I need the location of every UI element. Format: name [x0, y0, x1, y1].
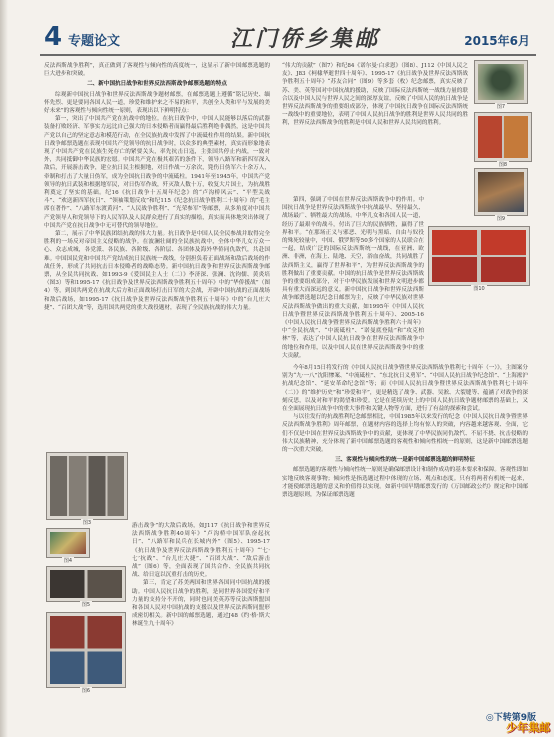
- stamp-image-fig3: [46, 452, 128, 526]
- paragraph: 第一，突出了中国共产党在抗战中的地位。在抗日战争中，中国人民能够以落后的武器装备打败经济、军事实力远比自己强大的日本侵略者而赢得最后胜利绝非偶然，这是中国共产党以自己的坚定意志和模范行动，在全民族抗战中发挥了中流砥柱作用的结果。新中国抗日战争邮票选题在表现中国共产党领导的抗日战争时，以众多的典型素材，真实而形象地表现了中国共产党在民族生死存亡的紧要关头，率先抗击日寇，主张国共停止内战，一致对外，共同抵御中华民族的宏愿。中国共产党在极其艰苦的条件下，领导八路军和新四军深入敌后，开展游击战争，建立抗日民主根据地，对日作战一万余次，毙伤日伪军六十余万人，牵制和打击了大量日伪军，成为全国抗日战争的中流砥柱。1941年至1945年，中国共产党领导的抗日武装和根据地军民，对日伪军作战，歼灭敌人数十万，收复大片国土，为抗战胜利奠定了坚实的基础。纪16《抗日战争十五周年纪念》的“卢沟桥风云”、“平型关战斗”、“欢送新四军抗日”、“领袖策划反攻”和纪115《纪念抗日战争胜利二十周年》的“毛主席在著作”、“八路军东渡黄河”、“人民战争胜利”、“光荣参军”等邮票，从多角度对中国共产党领导人和党领导下的人民军队及人民群众进行了真实的描绘，真实而具体地突出体现了中国共产党在抗日战争中无可替代的领导地位。: [44, 116, 270, 229]
- section-heading: 三、客观性与倾向性的统一是新中国邮票选题的鲜明特征: [335, 457, 475, 464]
- figure-caption: 图9: [496, 216, 506, 222]
- figure-caption: 图6: [81, 688, 91, 694]
- page-header: [40, 22, 536, 56]
- stamp-image-fig6: [46, 612, 126, 694]
- masthead: 江门侨乡集邮: [230, 26, 381, 52]
- paragraph: 今年8月15日将发行的《中国人民抗日战争暨世界反法西斯战争胜利七十周年（一）》，主图案分别为“九·一八”沈阳惨案、“中流砥柱”、“东北抗日义勇军”、“中国人民抗日战争纪念馆”、“上海淞沪抗战纪念馆”、“延安革命纪念馆”等；而《中国人民抗日战争暨世界反法西斯战争胜利七十周年（二）》的“维护历史”和“珍爱和平”，更是精选了战争、武器、吴淞、大裂缝等、蕴涵了对战争的深刻反思，以及对和平的渴望和珍爱。它是在延续历史上的中国人民抗日战争题材邮票的基础上，又在全面展现抗日战争中的重大事件和关键人物等方面，进行了有益的探索和尝试。: [282, 365, 528, 413]
- continue-note: ◎下转第9版: [485, 713, 536, 723]
- page-binding-shadow: [0, 0, 8, 737]
- paragraph: “伟大的贡献”（图7）和纪84《诺尔曼·白求恩》（图8）、J112《中国人民之友》、J83《柯棣华逝世四十周年》、1995-17《抗日战争及世界反法西斯战争胜利五十周年》“苏友合同”（图9）等多套（枚）纪念邮票，真实反映了苏、美、英等国对中国抗战的援助，反映了国际反法西斯统一战线力量的联合以及中国人民与世界人民之间的深厚友谊，反映了中国人民的抗日战争是世界反法西斯战争的重要组成部分，体现了中国抗日战争在国际反法西斯统一战线中的重要地位，表明了中国人民抗日战争的胜利是世界人民共同的胜利，世界反法西斯战争的胜利是中国人民和世界人民共同的胜利。: [282, 63, 468, 127]
- left-side-column: [132, 522, 270, 629]
- figure-caption: 图10: [473, 286, 485, 292]
- figure-caption: 图8: [498, 162, 508, 168]
- figure-caption: 图3: [82, 520, 92, 526]
- stamp-image-fig7: [474, 60, 528, 110]
- paragraph: 综观新中国抗日战争和世界反法西斯战争题材邮票，在邮票选题上遵循“铭记历史、缅怀先烈、更是要同各国人民一道，珍爱和维护来之不易的和平，共创全人类和平与发展的美好未来”的客观性与倾向性统一原则，表现出以下鲜明特点：: [44, 91, 270, 115]
- stamp-image-fig10: [428, 226, 530, 292]
- paragraph: 与以往发行的抗战胜利纪念邮票相比，中国1985年以来发行的纪念《中国人民抗日战争暨世界反法西斯战争胜利》周年邮票，在题材内容的选择上均有惊人的突破，内容越来越客观、全面，它们不仅是中国在世界反法西斯战争中的贡献，更体现了中华民族同仇敌忾、不屈不挠、抗击侵略的伟大民族精神，充分体现了新中国邮票选题的客观性和倾向性相统一的原则，这是新中国邮票选题的一次重大突破。: [282, 414, 528, 454]
- paragraph: 第四，强调了中国在世界反法西斯战争中的作用。中国抗日战争是世界反法西斯战争中抗战最早、坚持最久、战场最广、牺牲最大的战场。中华儿女和各国人民一道，经历了最艰辛的战斗，付出了巨大的民族牺牲，赢得了世界和平。“在那场正义与邪恶、光明与黑暗、自由与奴役的殊死较量中，中国、俄罗斯等50多个国家的人民联合在一起，结成广泛的国际反法西斯统一战线，在亚洲、欧洲、非洲，在海上、陆地、天空，浴血奋战，共同战胜了法西斯主义，赢得了世界和平”，为世界反法西斯战争的胜利做出了重要贡献。中国的抗日战争是世界反法西斯战争的重要组成部分，对于中华民族发展和世界文明进步都具有重大而深远的意义。新中国抗日战争和世界反法西斯战争邮票选题以纪念日邮票为主，反映了中华民族对世界反法西斯战争做出的重大贡献，如1995年《中国人民抗日战争暨世界反法西斯战争胜利五十周年》、2005-16《中国人民抗日战争暨世界反法西斯战争胜利六十周年》中“全民抗战”、“中流砥柱”、“诺曼底登陆”和“攻克柏林”等，表达了中国人民抗日战争在世界反法西斯战争中的地位和作用，以及中国人民在世界反法西斯战争中的重大贡献。: [282, 197, 424, 359]
- paragraph: 反法西斯战争胜利”，真正做到了客观性与倾向性的高度统一，这显示了新中国邮票选题的巨大进步和突破。: [44, 63, 270, 78]
- figure-caption: 图4: [63, 558, 73, 564]
- stamp-image-fig4: [46, 528, 90, 564]
- paragraph: 第三，肯定了苏美两国和世界各国同中国抗战的援助。中国人民抗日战争的胜利，是同世界各国爱好和平力量的支持分不开的，同时也同美英苏等反法西斯盟国和各国人民对中国抗战的支援以及世界反法西斯同盟形成密切相关。新中国的邮票选题，通过J48《约·格·斯大林诞生九十周年》: [132, 580, 270, 628]
- figure-caption: 图5: [81, 602, 91, 608]
- paragraph: 第二，展示了中华民族团结抗战的伟大力量。抗日战争是中国人民全民参战并取得完全胜利的一场反对帝国主义侵略的战争。在波澜壮阔的全民族抗战中，全体中华儿女万众一心、众志成城，各党派、各民族、各阶级、各阶层、各团体及海外华侨同仇敌忾，共赴国难。中国国民党和中国共产党结成抗日民族统一战线，分别担负着正面战场和敌后战场的作战任务，形成了共同抗击日本侵略者的战略态势。新中国抗日战争和世界反法西斯战争邮票，从全民共同抗战、如1993-9《爱国民主人士（二）》李济深、张澜、沈钧儒、黄炎培（图3）等和1995-17《抗日战争及世界反法西斯战争胜利五十周年》中的“华侨援战”（图4）等，到国共两党在抗战大后方和正面战场打击日军的大会战，开辟中国抗战的正面战场和敌后战场，如1995-17《抗日战争及世界反法西斯战争胜利五十周年》中的“台儿庄大捷”、“百团大战”等，选用国共两党的重大战役题材，表现了全民族抗战的伟大力量。: [44, 231, 270, 311]
- stamp-image-fig9: [474, 168, 528, 222]
- figure-caption: 图7: [496, 104, 506, 110]
- paragraph: 游击战争”的大敌后战场，如J117《抗日战争和世界反法西斯战争胜利40周年》“卢沟桥中国军队奋起抗日”、“八路军和民兵在长城内外”（图5）、1995-17《抗日战争及世界反法西斯战争胜利五十周年》“‘七·七’抗战”、“台儿庄大捷”、“百团大战”、“敌后游击战”（图6）等，全面表现了国共合作、全民族共同抗战、给日寇以沉重打击的历史。: [132, 523, 270, 579]
- issue-date: 2015年6月: [464, 34, 530, 48]
- paragraph: 邮票选题的客观性与倾向性统一原则是确保邮票设计和制作成功的基本要求和保障。客观性即如实地反映客观事物；倾向性是指选题过程中体现的立场、观点和态度。只有将两者有机统一起来，才能使邮票选题的意义和价值得以实现。如新中国早期邮票发行的《万国邮政公约》规定和中国邮票选题原则，为保证邮票选题: [282, 467, 528, 499]
- watermark-logo: 少年集邮: [506, 721, 550, 734]
- right-column-top: [282, 62, 468, 128]
- right-column-main: [282, 364, 528, 499]
- section-heading: 二、新中国抗日战争和世界反法西斯战争邮票选题的特点: [87, 81, 227, 88]
- stamp-image-fig8: [474, 112, 532, 168]
- page-number: 4: [44, 22, 63, 52]
- section-title: 专题论文: [68, 34, 121, 49]
- stamp-image-fig5: [46, 566, 126, 608]
- left-column: [44, 62, 270, 312]
- right-column-bottom: [282, 196, 424, 360]
